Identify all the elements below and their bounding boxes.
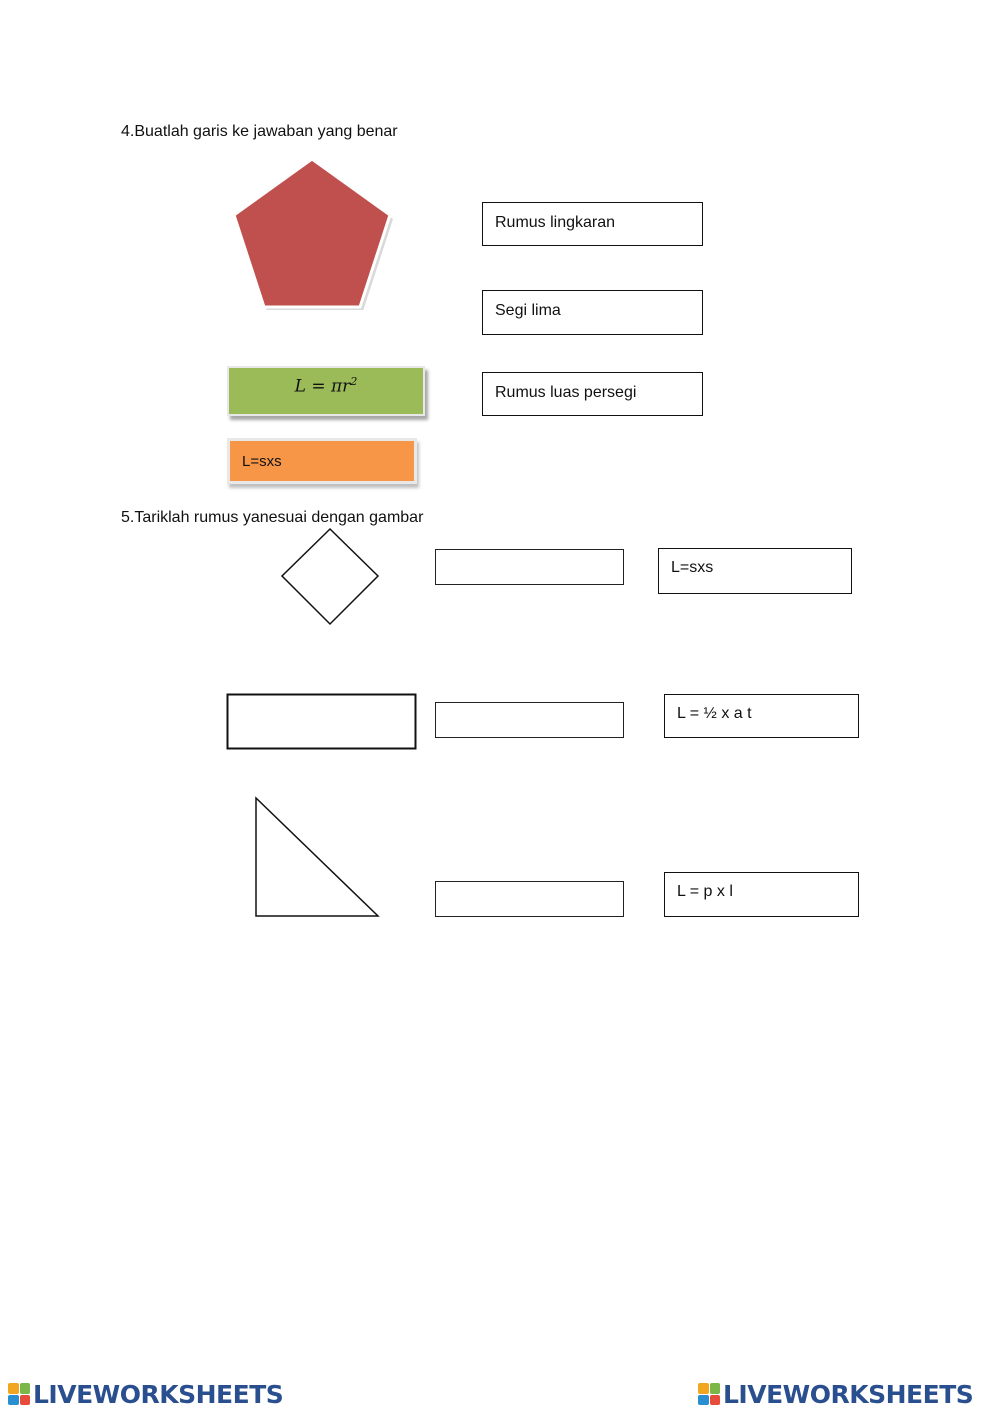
square-formula-text: L=sxs [242,453,282,470]
pentagon-shape [230,155,400,310]
formula-box-rectangle[interactable] [664,872,859,917]
answer-label: Rumus lingkaran [495,214,616,231]
formula-box-square[interactable] [658,548,852,594]
blank-answer-box-2[interactable] [435,702,624,738]
rhombus-shape [278,526,382,628]
blank-answer-box-3[interactable] [435,881,624,917]
answer-box-rumus-lingkaran[interactable] [482,202,703,246]
logo-blocks-icon [698,1383,720,1405]
answer-box-segi-lima[interactable] [482,290,703,335]
logo-text: LIVEWORKSHEETS [33,1379,284,1409]
question-5-title: 5.Tariklah rumus yanesuai dengan gambar [121,509,424,526]
circle-formula-card[interactable] [227,366,425,416]
answer-box-rumus-luas-persegi[interactable] [482,372,703,416]
logo-blocks-icon [8,1383,30,1405]
answer-label: Rumus luas persegi [495,384,637,401]
square-formula-card[interactable] [227,438,417,484]
question-4-title: 4.Buatlah garis ke jawaban yang benar [121,123,398,140]
formula-box-triangle[interactable] [664,694,859,738]
formula-label: L = ½ x a t [677,705,752,722]
circle-formula-text: $L = \pi r^2$ [294,375,358,397]
right-triangle-shape [254,795,382,919]
answer-label: Segi lima [495,302,561,319]
liveworksheets-logo-right [698,1380,973,1408]
liveworksheets-logo-left [8,1380,283,1408]
logo-text: LIVEWORKSHEETS [723,1379,974,1409]
blank-answer-box-1[interactable] [435,549,624,585]
rectangle-shape [226,693,418,751]
formula-label: L=sxs [671,559,714,576]
formula-label: L = p x l [677,883,733,900]
